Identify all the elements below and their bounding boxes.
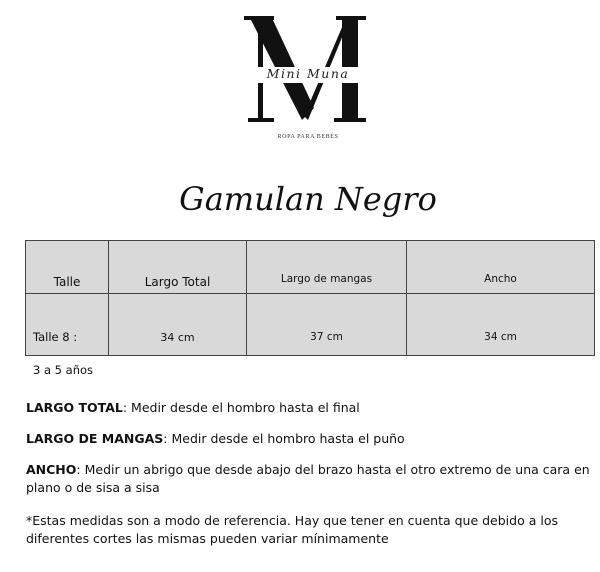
product-title: Gamulan Negro	[179, 180, 437, 218]
brand-logo	[242, 12, 374, 142]
talle-age: 3 a 5 años	[33, 362, 94, 377]
logo-tagline: ROPA PARA BEBÉS	[277, 134, 339, 140]
talle-label: Talle 8 :	[33, 329, 78, 344]
value-ancho: 34 cm	[484, 330, 517, 343]
header-largo-mangas: Largo de mangas	[280, 273, 373, 285]
header-ancho: Ancho	[484, 273, 517, 285]
table-header-row	[26, 241, 595, 294]
value-largo-total: 34 cm	[160, 330, 195, 344]
header-talle: Talle	[53, 275, 81, 289]
size-table	[25, 240, 595, 377]
note-largo-total: LARGO TOTAL: Medir desde el hombro hasta el final	[26, 400, 360, 415]
note-largo-mangas: LARGO DE MANGAS: Medir desde el hombro hasta el puño	[26, 431, 405, 446]
note-disclaimer: *Estas medidas son a modo de referencia. Hay que tener en cuenta que debido a los diferentes cortes las mismas pueden variar mínimamente	[26, 513, 558, 546]
logo-script-name: Mini Muna	[266, 66, 350, 81]
table-row	[26, 294, 595, 356]
value-largo-mangas: 37 cm	[310, 330, 343, 343]
note-ancho: ANCHO: Medir un abrigo que desde abajo del brazo hasta el otro extremo de una cara en plano o de sisa a sisa	[26, 462, 590, 495]
header-largo-total: Largo Total	[144, 275, 211, 289]
